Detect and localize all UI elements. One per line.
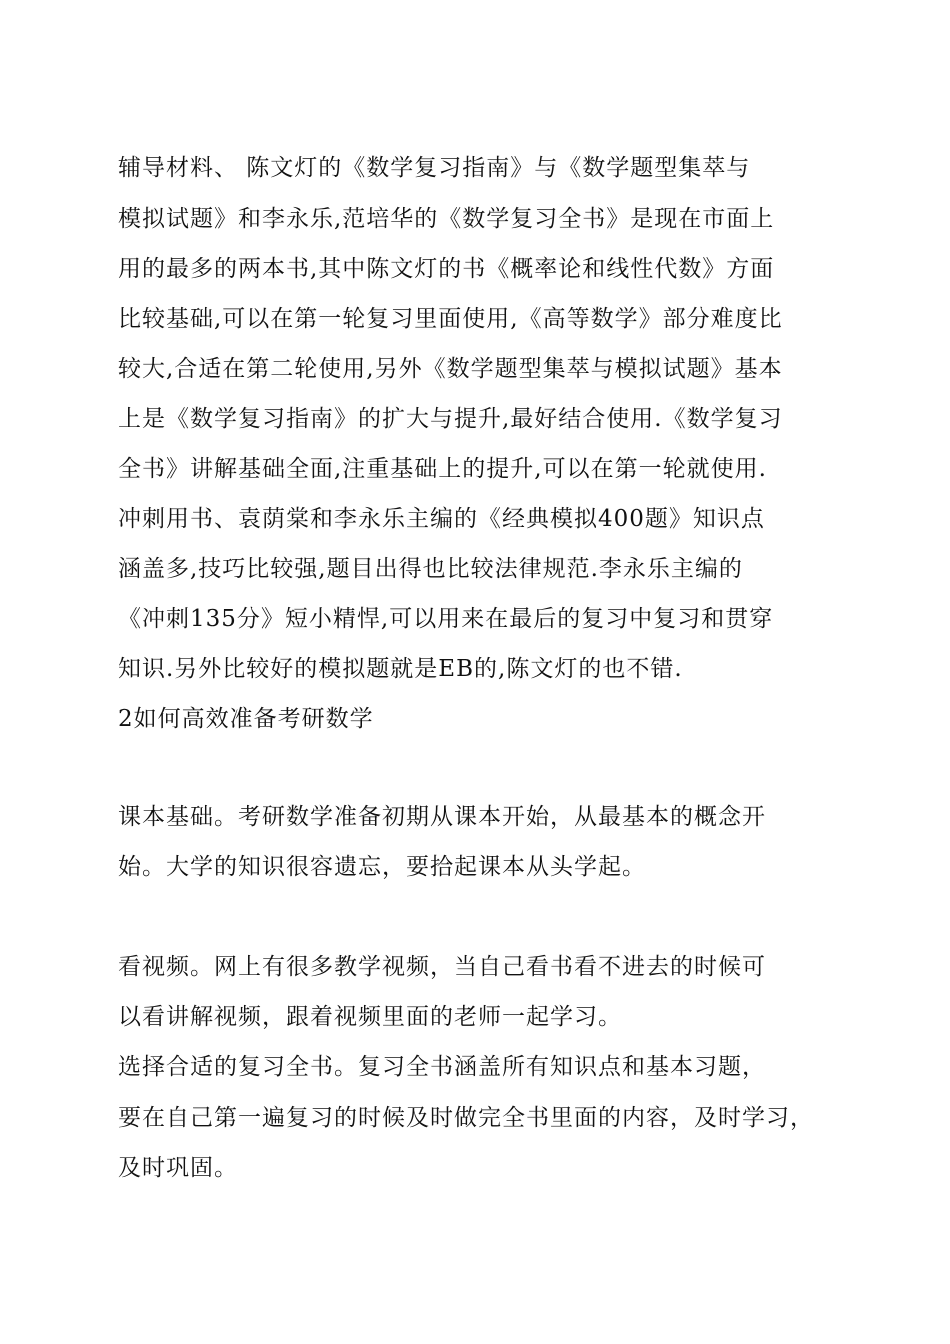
- text-line: 要在自己第一遍复习的时候及时做完全书里面的内容，及时学习，: [118, 1105, 814, 1131]
- text-line: 比较基础,可以在第一轮复习里面使用,《高等数学》部分难度比: [118, 306, 783, 332]
- text-line: 始。大学的知识很容遗忘，要拾起课本从头学起。: [118, 854, 646, 880]
- text-line: 冲刺用书、袁荫棠和李永乐主编的《经典模拟400题》知识点: [118, 506, 765, 532]
- text-line: 上是《数学复习指南》的扩大与提升,最好结合使用.《数学复习: [118, 406, 783, 432]
- text-line: 及时巩固。: [118, 1155, 238, 1181]
- text-line: 《冲刺135分》短小精悍,可以用来在最后的复习中复习和贯穿: [118, 606, 774, 632]
- text-line: 全书》讲解基础全面,注重基础上的提升,可以在第一轮就使用.: [118, 456, 767, 482]
- text-line: 辅导材料、 陈文灯的《数学复习指南》与《数学题型集萃与: [118, 155, 751, 181]
- text-line: 知识.另外比较好的模拟题就是EB的,陈文灯的也不错.: [118, 656, 683, 682]
- text-line: 看视频。网上有很多教学视频，当自己看书看不进去的时候可: [118, 954, 766, 980]
- text-line: 模拟试题》和李永乐,范培华的《数学复习全书》是现在市面上: [118, 206, 775, 232]
- text-line: 选择合适的复习全书。复习全书涵盖所有知识点和基本习题，: [118, 1054, 766, 1080]
- text-line: 课本基础。考研数学准备初期从课本开始，从最基本的概念开: [118, 804, 766, 830]
- text-line: 用的最多的两本书,其中陈文灯的书《概率论和线性代数》方面: [118, 256, 775, 282]
- text-line: 涵盖多,技巧比较强,题目出得也比较法律规范.李永乐主编的: [118, 556, 743, 582]
- section-heading: 2如何高效准备考研数学: [118, 706, 374, 732]
- text-line: 以看讲解视频，跟着视频里面的老师一起学习。: [118, 1004, 622, 1030]
- text-line: 较大,合适在第二轮使用,另外《数学题型集萃与模拟试题》基本: [118, 356, 783, 382]
